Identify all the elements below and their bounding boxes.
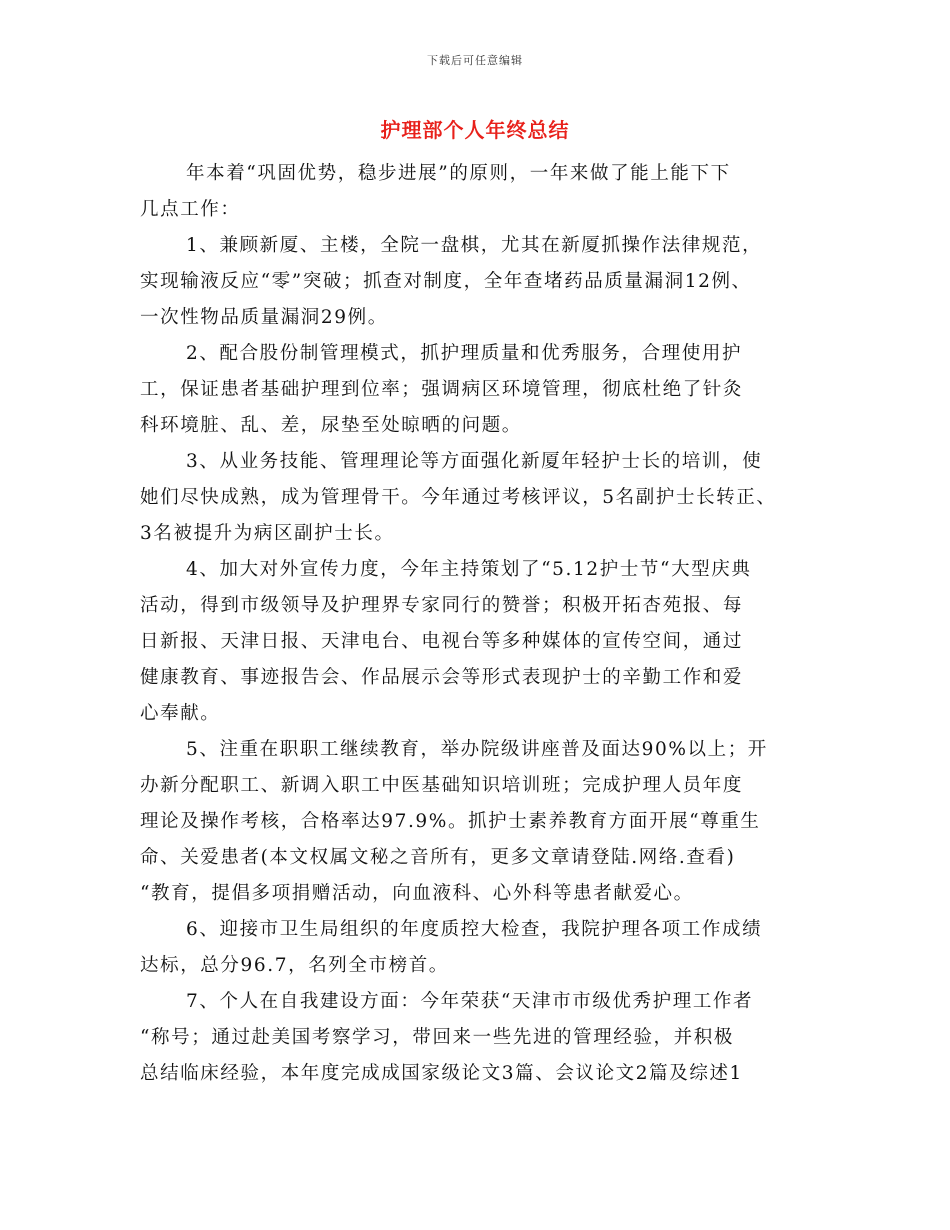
body-line: 年本着“巩固优势，稳步进展”的原则，一年来做了能上能下下 (186, 163, 731, 184)
header-note: 下载后可任意编辑 (427, 54, 523, 67)
document-title: 护理部个人年终总结 (380, 118, 570, 142)
document-body (140, 156, 820, 1092)
body-line: 3名被提升为病区副护士长。 (140, 523, 395, 544)
body-line: 理论及操作考核，合格率达97.9%。抓护士素养教育方面开展“尊重生 (140, 811, 761, 832)
body-line: “称号；通过赴美国考察学习，带回来一些先进的管理经验，并积极 (140, 1027, 734, 1048)
body-line: 7、个人在自我建设方面：今年荣获“天津市市级优秀护理工作者 (186, 991, 754, 1012)
body-line: 科环境脏、乱、差，尿垫至处晾晒的问题。 (140, 415, 522, 436)
body-line: 4、加大对外宣传力度，今年主持策划了“5.12护士节“大型庆典 (186, 559, 752, 580)
body-line: 心奉献。 (140, 703, 221, 724)
body-line: 总结临床经验，本年度完成成国家级论文3篇、会议论文2篇及综述1 (140, 1063, 743, 1084)
body-line: “教育，提倡多项捐赠活动，向血液科、心外科等患者献爱心。 (140, 883, 694, 904)
body-line: 一次性物品质量漏洞29例。 (140, 307, 388, 328)
body-line: 活动，得到市级领导及护理界专家同行的赞誉；积极开拓杏苑报、每 (140, 595, 744, 616)
body-line: 她们尽快成熟，成为管理骨干。今年通过考核评议，5名副护士长转正、 (140, 487, 777, 508)
body-line: 5、注重在职职工继续教育，举办院级讲座普及面达90%以上；开 (186, 739, 768, 760)
body-line: 办新分配职工、新调入职工中医基础知识培训班；完成护理人员年度 (140, 775, 744, 796)
body-line: 3、从业务技能、管理理论等方面强化新厦年轻护士长的培训，使 (186, 451, 763, 472)
body-line: 达标，总分96.7，名列全市榜首。 (140, 955, 449, 976)
body-line: 1、兼顾新厦、主楼，全院一盘棋，尤其在新厦抓操作法律规范， (186, 235, 763, 256)
body-line: 2、配合股份制管理模式，抓护理质量和优秀服务，合理使用护 (186, 343, 743, 364)
body-line: 命、关爱患者(本文权属文秘之音所有，更多文章请登陆.网络.查看) (140, 847, 736, 868)
body-line: 几点工作： (140, 199, 241, 220)
body-line: 日新报、天津日报、天津电台、电视台等多种媒体的宣传空间，通过 (140, 631, 744, 652)
body-line: 工，保证患者基础护理到位率；强调病区环境管理，彻底杜绝了针灸 (140, 379, 744, 400)
body-line: 6、迎接市卫生局组织的年度质控大检查，我院护理各项工作成绩 (186, 919, 763, 940)
body-line: 健康教育、事迹报告会、作品展示会等形式表现护士的辛勤工作和爱 (140, 667, 744, 688)
body-line: 实现输液反应“零”突破；抓查对制度，全年查堵药品质量漏洞12例、 (140, 271, 752, 292)
